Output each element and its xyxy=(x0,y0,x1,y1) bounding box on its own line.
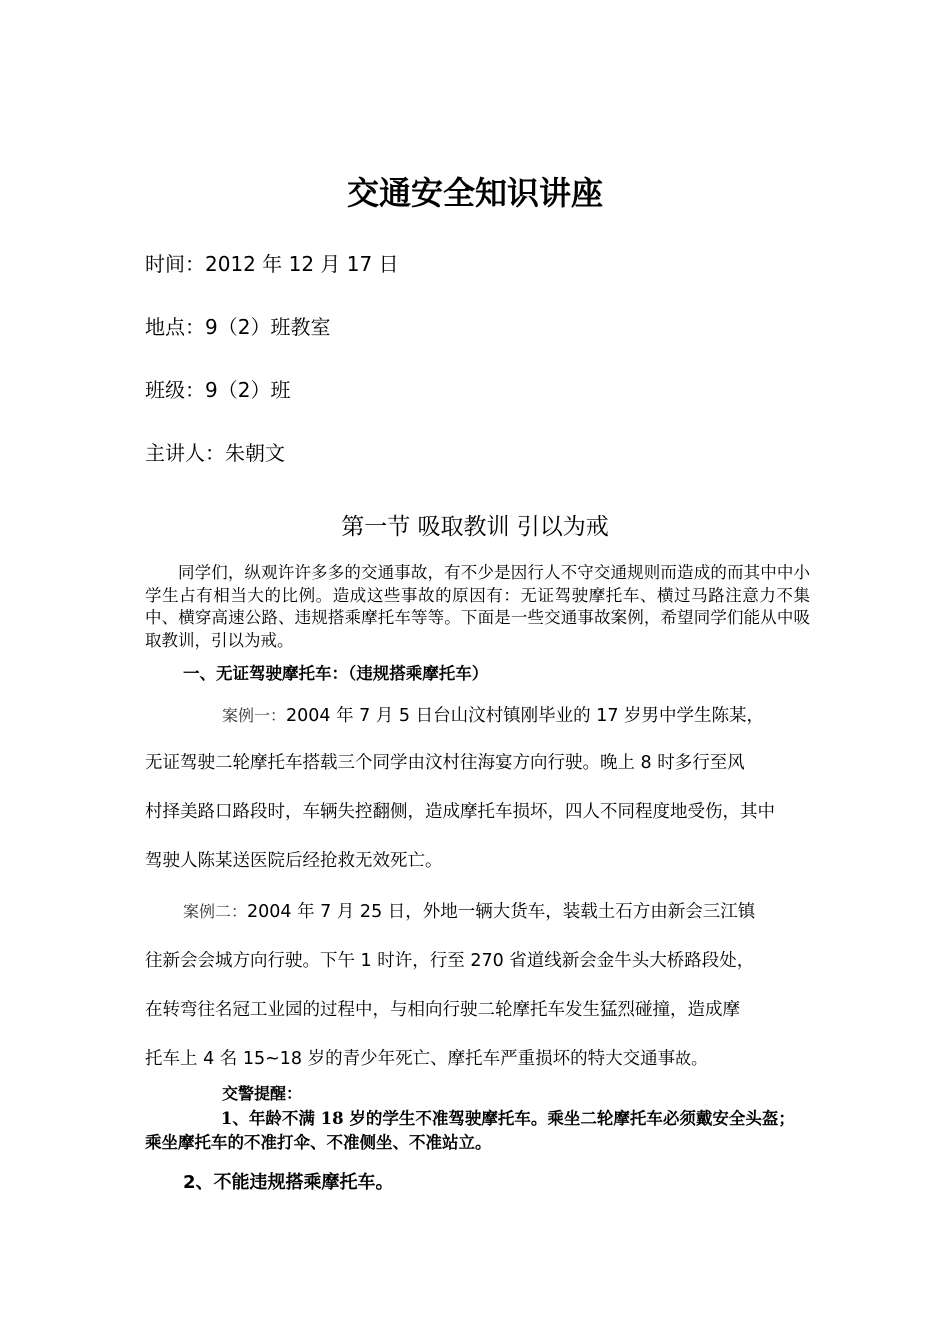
case1-text1: 2004 年 7 月 5 日台山汶村镇刚毕业的 17 岁男中学生陈某， xyxy=(286,706,765,726)
intro-text: 同学们，纵观许许多多的交通事故，有不少是因行人不守交通规则而造成的而其中中小学生占有相当大的比例。造成这些事故的原因有：无证驾驶摩托车、横过马路注意力不集中、横穿高速公路、违规搭乘摩托车等等。下面是一些交通事故案例，希望同学们能从中吸取教训，引以为戒。 xyxy=(145,563,810,650)
case1-line3: 村择美路口路段时，车辆失控翻侧，造成摩托车损坏，四人不同程度地受伤，其中 xyxy=(145,802,775,822)
case2-label: 案例二： xyxy=(183,902,248,921)
case2-text4-end: 故。 xyxy=(675,1049,708,1068)
heading-unlicensed-driving: 一、无证驾驶摩托车：（违规搭乘摩托车） xyxy=(183,664,489,683)
intro-paragraph xyxy=(145,562,810,652)
heading-illegal-riding: 2、不能违规搭乘摩托车。 xyxy=(183,1172,394,1193)
case2-text1: 2004 年 7 月 25 日，外地一辆大货车，装载土石方由新会三江镇 xyxy=(247,902,756,922)
case1-line4: 驾驶人陈某送医院后经抢救无效死亡。 xyxy=(145,851,443,871)
lecture-place: 地点：9（2）班教室 xyxy=(145,315,331,339)
lecture-speaker: 主讲人：朱朝文 xyxy=(145,441,285,465)
lecture-class: 班级：9（2）班 xyxy=(145,378,291,402)
case2-line4 xyxy=(145,1045,707,1070)
case1-label: 案例一： xyxy=(222,706,287,725)
case2-line3: 在转弯往名冠工业园的过程中，与相向行驶二轮摩托车发生猛烈碰撞，造成摩 xyxy=(145,1000,740,1020)
document-title: 交通安全知识讲座 xyxy=(346,174,603,212)
case2-line1 xyxy=(183,898,755,923)
case2-text4: 托车上 4 名 15~18 岁的青少年死亡、摩托车严重损坏的特大交通事 xyxy=(145,1049,676,1069)
section-title: 第一节 吸取教训 引以为戒 xyxy=(341,514,609,540)
case1-line1 xyxy=(222,702,764,727)
case2-line2: 往新会会城方向行驶。下午 1 时许，行至 270 省道线新会金牛头大桥路段处， xyxy=(145,951,755,971)
police-reminder-label: 交警提醒： xyxy=(222,1084,303,1103)
police-reminder-text: 1、年龄不满 18 岁的学生不准驾驶摩托车。乘坐二轮摩托车必须戴安全头盔；乘坐摩托车的不准打伞、不准侧坐、不准站立。 xyxy=(145,1109,795,1152)
case1-line2: 无证驾驶二轮摩托车搭载三个同学由汶村往海宴方向行驶。晚上 8 时多行至风 xyxy=(145,753,745,773)
lecture-time: 时间：2012 年 12 月 17 日 xyxy=(145,252,399,276)
police-reminder-rule xyxy=(145,1107,810,1155)
